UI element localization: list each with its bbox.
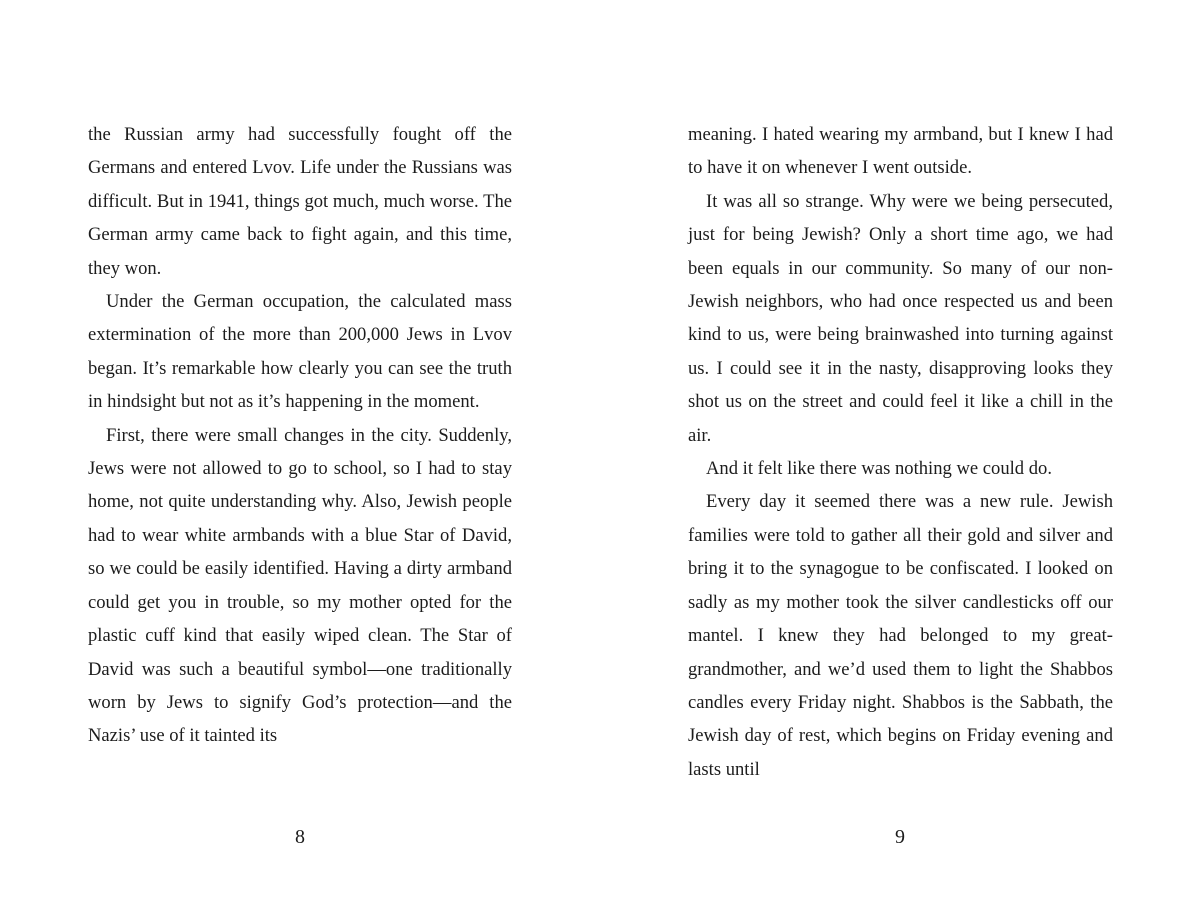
left-page-text	[88, 118, 512, 753]
right-page-number: 9	[895, 826, 905, 848]
left-page-number: 8	[295, 826, 305, 848]
right-paragraph-2: It was all so strange. Why were we being persecuted, just for being Jewish? Only a short time ago, we had been equals in our community. So many of our non-Jewish neighbors, who had once respected us and been kind to us, were being brainwashed into turning against us. I could see it in the nasty, disapproving looks they shot us on the street and could feel it like a chill in the air.	[688, 190, 1113, 446]
right-paragraph-3: And it felt like there was nothing we could do.	[706, 458, 1052, 480]
right-page-text	[688, 118, 1113, 786]
right-paragraph-1: meaning. I hated wearing my armband, but I knew I had to have it on whenever I went outside.	[688, 124, 1113, 179]
left-paragraph-3: First, there were small changes in the city. Suddenly, Jews were not allowed to go to school, so I had to stay home, not quite understanding why. Also, Jewish people had to wear white armbands with a blue Star of David, so we could be easily identified. Having a dirty armband could get you in trouble, so my mother opted for the plastic cuff kind that easily wiped clean. The Star of David was such a beautiful symbol—one traditionally worn by Jews to signify God’s protection—and the Nazis’ use of it tainted its	[88, 424, 512, 747]
right-paragraph-4: Every day it seemed there was a new rule. Jewish families were told to gather all their gold and silver and bring it to the synagogue to be confiscated. I looked on sadly as my mother took the silver candlesticks off our mantel. I knew they had belonged to my great-grandmother, and we’d used them to light the Shabbos candles every Friday night. Shabbos is the Sabbath, the Jewish day of rest, which begins on Friday evening and lasts until	[688, 491, 1113, 780]
left-paragraph-2: Under the German occupation, the calculated mass extermination of the more than 200,000 Jews in Lvov began. It’s remarkable how clearly you can see the truth in hindsight but not as it’s happening in the moment.	[88, 291, 512, 413]
left-paragraph-1: the Russian army had successfully fought off the Germans and entered Lvov. Life under the Russians was difficult. But in 1941, things got much, much worse. The German army came back to fight again, and this time, they won.	[88, 124, 512, 279]
